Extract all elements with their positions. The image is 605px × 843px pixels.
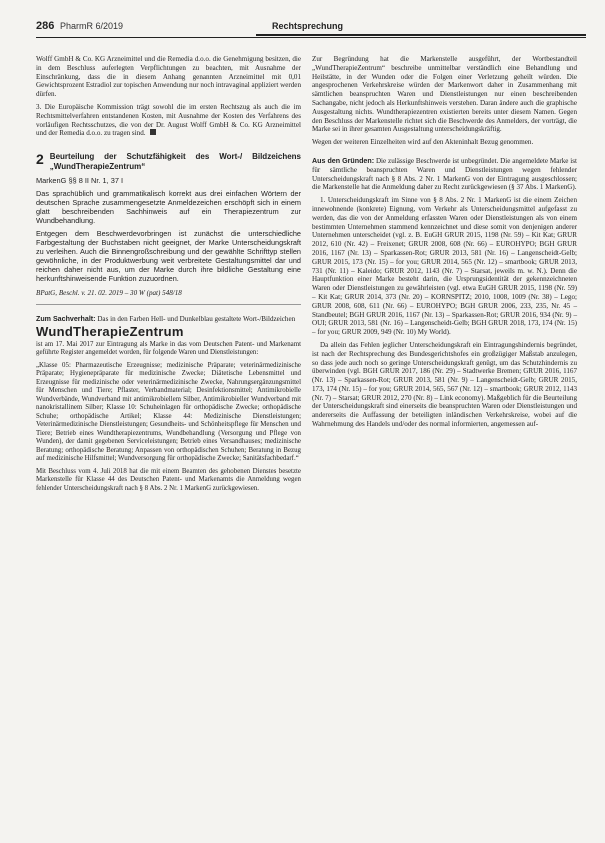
header-rule	[36, 37, 586, 38]
leitsatz-1: Das sprachüblich und grammatikalisch korrekt aus drei einfachen Wörtern der deutschen Sprache zusammengesetzte Anmeldezeichen erschöpft sich in einem glatt beschreibenden Sachhinweis auf ein Therapiezentrum zur Wundbehandlung.	[36, 189, 301, 226]
right-paragraph-1: 1. Unterscheidungskraft im Sinne von § 8 Abs. 2 Nr. 1 MarkenG ist die einem Zeichen innewohnende (konkrete) Eignung, vom Verkehr als Unterscheidungsmittel aufgefasst zu werden, das die von der Anmeldung erfassten Waren oder Dienstleistungen als von einem bestimmten Unternehmen stammend kennzeichnet und diese somit von denjenigen anderer Unternehmen unterscheidet (vgl. z. B. EuGH GRUR 2015, 1198 (Nr. 59) – Kit Kat; GRUR 2012, 610 (Nr. 42) – Freixenet; GRUR 2008, 608 (Nr. 66) – EUROHYPO; BGH GRUR 2016, 1167 (Nr. 13) – Sparkassen-Rot; GRUR 2013, 581 (Nr. 16) – Langenscheidt-Gelb; GRUR 2015, 173 (Nr. 15) – for you; GRUR 2014, 565 (Nr. 12) – smartbook; GRUR 2013, 731 (Nr. 11) – Kaleido; GRUR 2012, 1143 (Nr. 7) – Starsat, jeweils m. w. N.). Denn die Hauptfunktion einer Marke besteht darin, die Ursprungsidentität der gekennzeichneten Waren oder Dienstleistungen zu gewährleisten (vgl. etwa EuGH GRUR 2015, 1198 (Nr. 59) – Kit Kat; GRUR 2014, 373 (Nr. 20) – KORNSPITZ; 2010, 1008, 1009 (Nr. 38) – Lego; GRUR 2008, 608, 611 (Nr. 66) – EUROHYPO; BGH GRUR 2006, 233, 235, Nr. 45 – Standbeutel; BGH GRUR 2016, 1167 (Nr. 13) – Sparkassen-Rot; GRUR 2016, 934 (Nr. 9) – OUI; GRUR 2013, 581 (Nr. 16) – Langenscheidt-Gelb; BGH GRUR 2018, 173, 174 (Nr. 15) – for you; GRUR 2009, 949 (Nr. 10) My World).	[312, 196, 577, 337]
legal-reference: MarkenG §§ 8 II Nr. 1, 37 I	[36, 176, 124, 186]
trademark-logo: WundTherapieZentrum	[36, 323, 184, 339]
journal-name: PharmR 6/2019	[60, 21, 124, 31]
paragraph-3: 3. Die Europäische Kommission trägt sowohl die im ersten Rechtszug als auch die im Rechtsmittelverfahren entstandenen Kosten, mit Ausnahme der Kosten des Verfahrens des vorläufigen Rechtsschutzes, die von der Dr. August Wolff GmbH & Co. KG Arzneimittel und der Remedia d.o.o. zu tragen sind.	[36, 102, 301, 138]
beschluss-paragraph: Mit Beschluss vom 4. Juli 2018 hat die mit einem Beamten des gehobenen Dienstes besetzte Markenstelle für Klasse 44 des Deutschen Patent- und Markenamts die Anmeldung wegen fehlender Unterscheidungskraft nach § 8 Abs. 2 Nr. 1 MarkenG zurückgewiesen.	[36, 467, 301, 492]
page-header	[36, 20, 586, 40]
gruende-text: Die zulässige Beschwerde ist unbegründet. Die angemeldete Marke ist für sämtliche beanspruchten Waren und Dienstleistungen wegen fehlender Unterscheidungskraft nach § 8 Abs. 2 Nr. 1 MarkenG von der Eintragung ausgeschlossen; die Markenstelle hat die Anmeldung daher zu Recht zurückgewiesen (§ 37 Abs. 1 MarkenG).	[312, 156, 577, 192]
intro-paragraph: Wolff GmbH & Co. KG Arzneimittel und die Remedia d.o.o. die Genehmigung besitzen, die in dem Beschluss auferlegten Verpflichtungen zu beachten, mit Ausnahme der Einschränkung, dass die in diesem Anhang genannten Arzneimittel mit 0,01 Gewichtsprozent Estradiol zur topischen Anwendung nur noch intravaginal appliziert werden dürfen.	[36, 55, 301, 99]
section-title: Rechtsprechung	[272, 21, 344, 31]
sachverhalt-text: Das in den Farben Hell- und Dunkelblau gestaltete Wort-/Bildzeichen	[97, 314, 296, 323]
gruende-label: Aus den Gründen:	[312, 156, 375, 165]
header-rule-thick	[256, 34, 586, 36]
heading-number: 2	[36, 151, 44, 168]
right-top-paragraph: Zur Begründung hat die Markenstelle ausgeführt, der Wortbestandteil „WundTherapieZentrum“ beschreibe unmittelbar verständlich eine Behandlung und Heilstätte, in der Wunden oder die Folgen einer Verletzung geheilt würden. Die angesprochenen Verkehrskreise würden der Markenwort daher in Zusammenhang mit sämtlichen beanspruchten Waren und Dienstleistungen nur einen beschreibenden Sachangabe, nicht jedoch als Herkunftshinweis verstehen. Daran ändere auch die graphische Ausgestaltung nichts. Wundtherapiezentren existierten bereits unter diesem Namen. Gegen den Beschluss der Markenstelle richtet sich die Beschwerde des Anmelders, der vorträgt, die Marke sei in ihrer gesamten Ausgestaltung unterscheidungskräftig.	[312, 55, 577, 134]
sachverhalt-paragraph	[36, 315, 301, 324]
end-mark-icon	[150, 129, 156, 135]
left-column	[36, 55, 301, 497]
sachverhalt-label: Zum Sachverhalt:	[36, 314, 96, 323]
leitsatz-2: Entgegen dem Beschwerdevorbringen ist zunächst die unterschiedliche Farbgestaltung der Buchstaben nicht geeignet, der Marke Unterscheidungskraft zu verleihen. Auch die Binnengroßschreibung und der gewählte Schrifttyp stellen gewöhnliche, in der Produktwerbung weit verbreitete Gestaltungsmittel dar und reichen daher nicht aus, um der Marke durch ihre bildliche Gestaltung eine herkunftshinweisende Funktion zuzuordnen.	[36, 229, 301, 284]
weitere-paragraph: Wegen der weiteren Einzelheiten wird auf den Akteninhalt Bezug genommen.	[312, 138, 534, 147]
right-paragraph-2: Da allein das Fehlen jeglicher Unterscheidungskraft ein Eintragungshindernis begründet, ist nach der Rechtsprechung des Bundesgerichtshofes ein großzügiger Maßstab anzulegen, so dass jede auch noch so geringe Unterscheidungskraft genügt, um das Schutzhindernis zu überwinden (vgl. BGH GRUR 2017, 186 (Nr. 29) – Stadtwerke Bremen; GRUR 2016, 1167 (Nr. 13) – Sparkassen-Rot; GRUR 2013, 581 (Nr. 9) – Langenscheidt-Gelb; GRUR 2015, 173, 174 (Nr. 15) – for you; GRUR 2014, 565, 567 (Nr. 12) – smartbook; GRUR 2012, 1143 (Nr. 7) – Starsat; GRUR 2012, 270 (Nr. 8) – Link economy). Maßgeblich für die Beurteilung der Unterscheidungskraft sind einerseits die beanspruchten Waren oder Dienstleistungen und andererseits die Auffassung der beteiligten inländischen Verkehrskreise, wobei auf die Wahrnehmung des Handels und/oder des normal informierten, angemessen auf-	[312, 340, 577, 429]
after-logo-paragraph: ist am 17. Mai 2017 zur Eintragung als Marke in das vom Deutschen Patent- und Markenamt geführte Register angemeldet worden, für folgende Waren und Dienstleistungen:	[36, 340, 301, 357]
page-number: 286	[36, 20, 55, 32]
heading-text: Beurteilung der Schutzfähigkeit des Wort-/ Bildzeichens „WundTherapieZentrum“	[49, 152, 301, 172]
klasse-list: „Klasse 05: Pharmazeutische Erzeugnisse; medizinische Präparate; veterinärmedizinische Präparate; Hygienepräparate für medizinische Zwecke; Diätetische Lebensmittel und Erzeugnisse für medizinische oder veterinärmedizinische Zwecke, Nahrungsergänzungsmittel für Menschen und Tiere; Pflaster, Verbandmaterial; Desinfektionsmittel; Antimikrobielle Wundverbände, Wundverband mit antimikrobiellem Silber, Antimikrobieller Wundverband mit nanokristallinem Silber; Klasse 10: Schuheinlagen für orthopädische Zwecke; orthopädische Schuhe; orthopädische Artikel; Klasse 44: Medizinische Dienstleistungen; Veterinärmedizinische Dienstleistungen; Gesundheits- und Schönheitspflege für Menschen und Tiere; Betrieb eines Wundtherapiezentrums, Wundbehandlung (Versorgung und Pflege von Wunden), der damit gegebenen Serviceleistungen; Betrieb eines Versandhauses; medizinische Beratung; orthopädische Beratung; Anpassen von orthopädischen Schuhen; Beratung in Bezug auf medizinische Hilfsmittel; Wundversorgung für orthopädische Zwecke; Sanitätsfachbedarf.“	[36, 361, 301, 463]
right-column	[312, 55, 577, 433]
article-heading	[36, 152, 301, 172]
gruende-paragraph	[312, 157, 577, 192]
decision-citation: BPatG, Beschl. v. 21. 02. 2019 – 30 W (pat) 548/18	[36, 289, 301, 305]
